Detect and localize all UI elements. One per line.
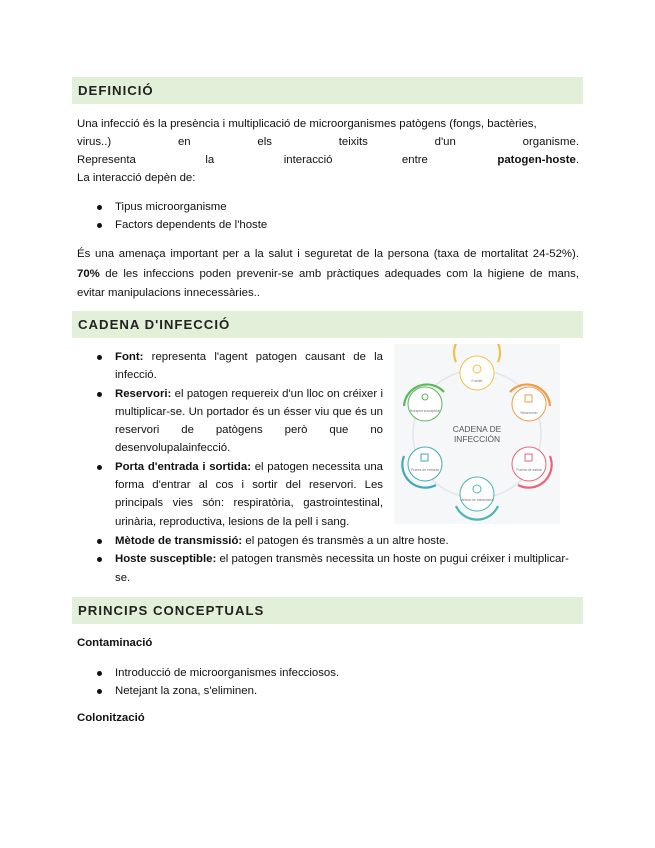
definition-paragraph-2 bbox=[77, 245, 579, 304]
list-item: Netejant la zona, s'eliminen. bbox=[77, 682, 579, 700]
punct: . bbox=[575, 154, 579, 166]
list-item bbox=[77, 348, 383, 385]
term: Porta d'entrada i sortida: bbox=[115, 460, 251, 473]
word: d'un bbox=[434, 136, 456, 148]
term: Reservori: bbox=[115, 387, 172, 400]
node-circle bbox=[408, 387, 442, 421]
section-header-principis bbox=[72, 597, 583, 624]
node-label: Puerta de salida bbox=[516, 468, 542, 472]
infection-chain-diagram bbox=[394, 344, 560, 524]
description: el patogen és transmès a un altre hoste. bbox=[242, 535, 449, 547]
section-title: PRINCIPS CONCEPTUALS bbox=[78, 603, 265, 618]
definition-line-2 bbox=[77, 133, 579, 151]
diagram-center-line2: INFECCIÓN bbox=[453, 434, 501, 444]
node-circle bbox=[460, 477, 494, 511]
node-circle bbox=[408, 447, 442, 481]
bold-percent: 70% bbox=[77, 267, 100, 280]
term: Mètode de transmissió: bbox=[115, 535, 243, 547]
node-label: Reservorio bbox=[520, 411, 538, 415]
bold-term: patogen-hoste bbox=[497, 154, 576, 166]
word: els bbox=[257, 136, 272, 148]
definition-line-4: La interacció depèn de: bbox=[77, 172, 196, 184]
node-label: Puerta de entrada bbox=[410, 468, 440, 472]
word: entre bbox=[401, 154, 428, 166]
node-circle bbox=[512, 447, 546, 481]
term: Font: bbox=[115, 351, 144, 363]
list-item: Factors dependents de l'hoste bbox=[77, 216, 579, 234]
definition-bullet-list bbox=[77, 198, 579, 235]
section-header-definicio bbox=[72, 77, 583, 104]
section-header-cadena bbox=[72, 311, 583, 338]
word: virus..) bbox=[77, 136, 112, 148]
definition-line-1: Una infecció és la presència i multiplicació de microorganismes patògens (fongs, bactèries, bbox=[77, 118, 537, 130]
word-group bbox=[497, 151, 579, 169]
word: en bbox=[177, 136, 191, 148]
cadena-bullet-list bbox=[77, 348, 383, 531]
diagram-center-line1: CADENA DE bbox=[452, 424, 502, 434]
list-item: Tipus microorganisme bbox=[77, 198, 579, 216]
section-title: CADENA D'INFECCIÓ bbox=[78, 317, 231, 332]
word: organisme. bbox=[522, 136, 579, 148]
description: el patogen transmès necessita un hoste on pugui créixer i multiplicar-se. bbox=[115, 553, 569, 584]
word: interacció bbox=[283, 154, 333, 166]
subheading-contaminacio: Contaminació bbox=[77, 637, 153, 649]
term: Hoste susceptible: bbox=[115, 553, 217, 566]
cadena-bullet-list-continued bbox=[77, 532, 579, 587]
definition-line-3 bbox=[77, 151, 579, 169]
section-title: DEFINICIÓ bbox=[78, 83, 154, 98]
list-item bbox=[77, 458, 383, 531]
description: el patogen requereix d'un lloc on créixer i multiplicar-se. Un portador és un ésser viu que és un reservori de patògens però que no desenvolupalainfecció. bbox=[115, 387, 383, 455]
node-label: Huésped susceptible bbox=[409, 409, 441, 413]
list-item bbox=[77, 532, 579, 550]
description: representa l'agent patogen causant de la infecció. bbox=[115, 351, 383, 382]
word: Representa bbox=[77, 154, 136, 166]
contaminacio-bullet-list bbox=[77, 664, 579, 701]
node-label: Método de transmisión bbox=[460, 498, 494, 502]
list-item: Introducció de microorganismes infecciosos. bbox=[77, 664, 579, 682]
word: teixits bbox=[338, 136, 368, 148]
subheading-colonitzacio: Colonització bbox=[77, 712, 145, 724]
list-item bbox=[77, 550, 579, 587]
list-item bbox=[77, 385, 383, 458]
word: la bbox=[205, 154, 215, 166]
text-run: És una amenaça important per a la salut i seguretat de la persona (taxa de mortalitat 24-52%). bbox=[77, 248, 579, 260]
node-circle bbox=[512, 387, 546, 421]
description: el patogen necessita una forma d'entrar al cos i sortir del reservori. Les principals vies són: respiratòria, gastrointestinal, urinària, reproductiva, lesions de la pell i sang. bbox=[115, 460, 384, 528]
node-label: Fuente bbox=[471, 379, 483, 383]
text-run: de les infeccions poden prevenir-se amb pràctiques adequades com la higiene de mans, evitar manipulacions innecessàries.. bbox=[77, 267, 579, 299]
